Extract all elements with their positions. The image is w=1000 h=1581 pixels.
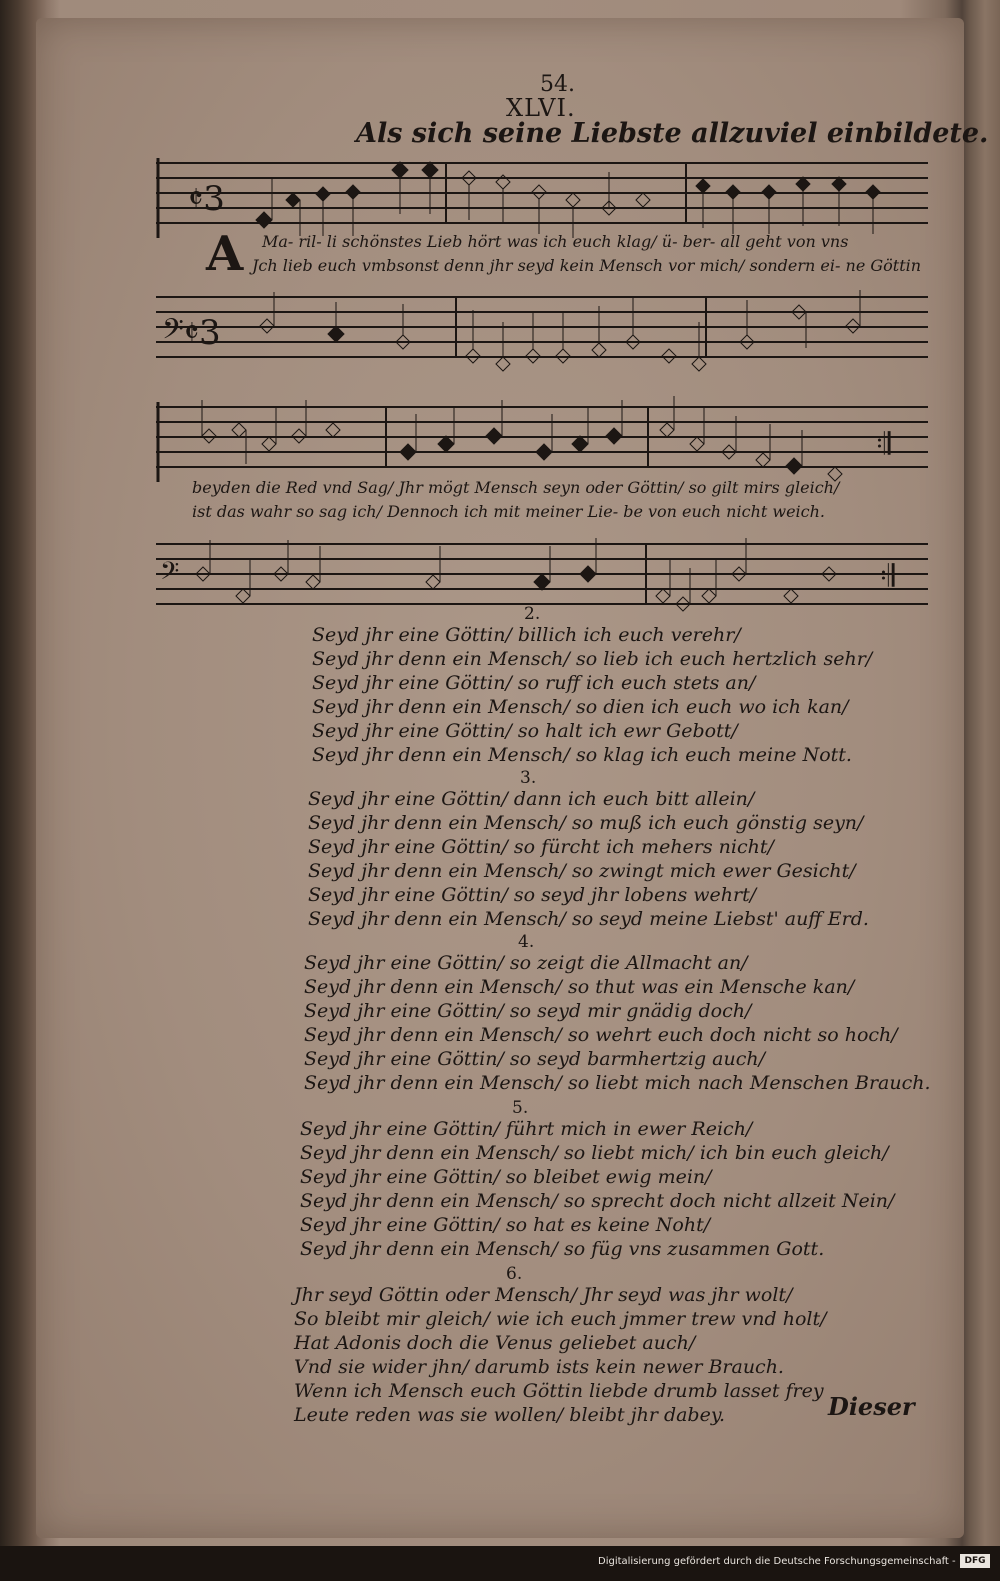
- page-number: 54.: [540, 72, 575, 97]
- lyric-line: beyden die Red vnd Sag/ Jhr mögt Mensch seyn oder Göttin/ so gilt mirs gleich/: [192, 478, 840, 497]
- staff-lines: [156, 148, 928, 238]
- facing-page-edge: [966, 0, 1000, 1540]
- song-number: XLVI.: [506, 94, 576, 122]
- verse-line: Seyd jhr denn ein Mensch/ so liebt mich/ ich bin euch gleich/: [300, 1142, 889, 1164]
- stanza-number: 4.: [518, 932, 535, 952]
- verse-line: Seyd jhr eine Göttin/ billich ich euch verehr/: [312, 624, 741, 646]
- verse-line: Seyd jhr eine Göttin/ so hat es keine Noht/: [300, 1214, 711, 1236]
- verse-line: Seyd jhr denn ein Mensch/ so liebt mich nach Menschen Brauch.: [304, 1072, 931, 1094]
- verse-line: Jhr seyd Göttin oder Mensch/ Jhr seyd was jhr wolt/: [294, 1284, 793, 1306]
- lyric-line: ist das wahr so sag ich/ Dennoch ich mit meiner Lie- be von euch nicht weich.: [192, 502, 826, 521]
- stanza-number: 2.: [524, 604, 541, 624]
- stanza-number: 3.: [520, 768, 537, 788]
- verse-line: Seyd jhr eine Göttin/ führt mich in ewer Reich/: [300, 1118, 753, 1140]
- svg-text:𝄇: 𝄇: [876, 427, 891, 462]
- music-staff-2-bass: [156, 534, 928, 614]
- verse-line: Seyd jhr denn ein Mensch/ so seyd meine Liebst' auff Erd.: [308, 908, 869, 930]
- drop-cap: A: [206, 226, 244, 282]
- verse-line: Seyd jhr denn ein Mensch/ so wehrt euch doch nicht so hoch/: [304, 1024, 898, 1046]
- verse-line: Seyd jhr eine Göttin/ so seyd barmhertzig auch/: [304, 1048, 766, 1070]
- song-title: Als sich seine Liebste allzuviel einbildete.: [356, 118, 989, 149]
- lyric-line: Jch lieb euch vmbsonst denn jhr seyd kein Mensch vor mich/ sondern ei- ne Göttin: [252, 256, 922, 275]
- lyric-line: Ma- ril- li schönstes Lieb hört was ich euch klag/ ü- ber- all geht von vns: [262, 232, 849, 251]
- verse-line: Wenn ich Mensch euch Göttin liebde drumb lasset frey: [294, 1380, 824, 1402]
- page-paper: [36, 18, 989, 1538]
- verse-line: Seyd jhr eine Göttin/ so ruff ich euch stets an/: [312, 672, 756, 694]
- svg-text:𝄵3: 𝄵3: [188, 179, 225, 219]
- verse-line: Seyd jhr eine Göttin/ so halt ich ewr Gebott/: [312, 720, 738, 742]
- verse-line: Leute reden was sie wollen/ bleibt jhr dabey.: [294, 1404, 726, 1426]
- stanza-number: 6.: [506, 1264, 523, 1284]
- verse-line: Seyd jhr denn ein Mensch/ so thut was ein Mensche kan/: [304, 976, 855, 998]
- svg-text:𝄢: 𝄢: [160, 557, 180, 592]
- music-staff-1-bass: [156, 282, 928, 382]
- verse-line: Seyd jhr eine Göttin/ so seyd mir gnädig doch/: [304, 1000, 752, 1022]
- verse-line: Seyd jhr eine Göttin/ so seyd jhr lobens wehrt/: [308, 884, 757, 906]
- verse-line: Hat Adonis doch die Venus geliebet auch/: [294, 1332, 696, 1354]
- verse-line: Seyd jhr denn ein Mensch/ so sprecht doch nicht allzeit Nein/: [300, 1190, 895, 1212]
- verse-line: Seyd jhr denn ein Mensch/ so füg vns zusammen Gott.: [300, 1238, 825, 1260]
- verse-line: Seyd jhr denn ein Mensch/ so zwingt mich ewer Gesicht/: [308, 860, 856, 882]
- verse-line: Seyd jhr denn ein Mensch/ so muß ich euch gönstig seyn/: [308, 812, 864, 834]
- music-staff-2-treble: [156, 392, 928, 482]
- stanza-number: 5.: [512, 1098, 529, 1118]
- staff-lines: [156, 534, 928, 614]
- verse-line: Seyd jhr denn ein Mensch/ so lieb ich euch hertzlich sehr/: [312, 648, 873, 670]
- dfg-logo: DFG: [960, 1554, 990, 1568]
- staff-lines: [156, 392, 928, 482]
- verse-line: Seyd jhr denn ein Mensch/ so dien ich euch wo ich kan/: [312, 696, 849, 718]
- catchword: Dieser: [828, 1392, 915, 1421]
- footer-funding-notice: Digitalisierung gefördert durch die Deutsche Forschungsgemeinschaft -: [598, 1556, 956, 1567]
- music-staff-1-treble: [156, 148, 928, 238]
- svg-text:𝄢𝄵3: 𝄢𝄵3: [162, 313, 221, 353]
- staff-lines: [156, 282, 928, 382]
- verse-line: Seyd jhr eine Göttin/ dann ich euch bitt allein/: [308, 788, 755, 810]
- verse-line: Seyd jhr denn ein Mensch/ so klag ich euch meine Nott.: [312, 744, 852, 766]
- verse-line: Vnd sie wider jhn/ darumb ists kein newer Brauch.: [294, 1356, 784, 1378]
- verse-line: Seyd jhr eine Göttin/ so fürcht ich mehers nicht/: [308, 836, 774, 858]
- svg-text:𝄇: 𝄇: [880, 559, 895, 594]
- verse-line: Seyd jhr eine Göttin/ so zeigt die Allmacht an/: [304, 952, 748, 974]
- verse-line: Seyd jhr eine Göttin/ so bleibet ewig mein/: [300, 1166, 712, 1188]
- verse-line: So bleibt mir gleich/ wie ich euch jmmer trew vnd holt/: [294, 1308, 827, 1330]
